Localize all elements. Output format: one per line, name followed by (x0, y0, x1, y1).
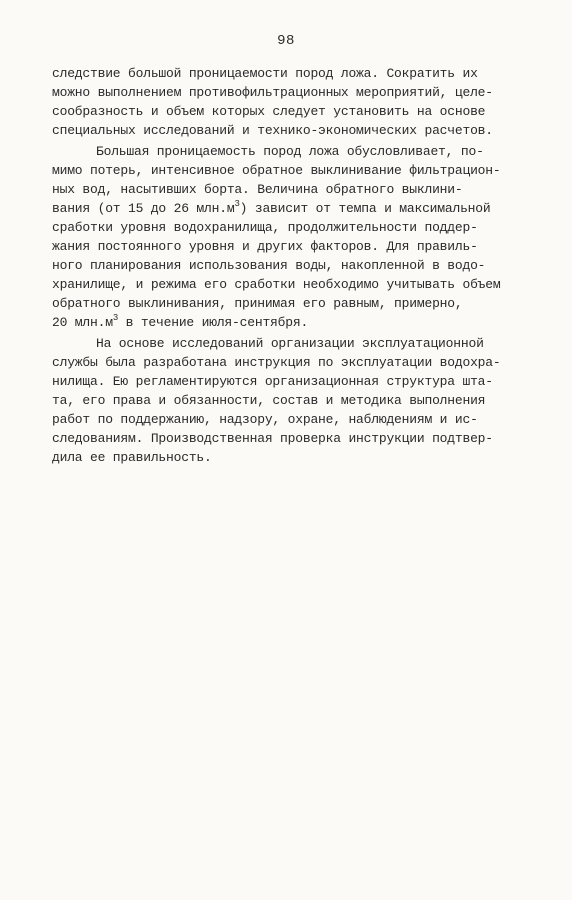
text-line: На основе исследований организации эксплуатационной (96, 336, 484, 351)
text-line: специальных исследований и технико-экономических расчетов. (52, 123, 493, 138)
text-line: хранилище, и режима его сработки необходимо учитывать объем (52, 277, 501, 292)
text-line: ного планирования использования воды, накопленной в водо- (52, 258, 486, 273)
text-line: мимо потерь, интенсивное обратное выклинивание фильтрацион- (52, 163, 501, 178)
paragraph-3 (52, 334, 522, 467)
page-number: 98 (277, 33, 295, 49)
text-line (52, 313, 522, 332)
text-segment: ) зависит от темпа и максимальной (239, 201, 491, 216)
text-line: следованиям. Производственная проверка инструкции подтвер- (52, 431, 493, 446)
text-line: работ по поддержанию, надзору, охране, наблюдениям и ис- (52, 412, 478, 427)
text-segment: в течение июля-сентября. (118, 315, 309, 330)
text-line: сработки уровня водохранилища, продолжительности поддер- (52, 220, 478, 235)
text-line: следствие большой проницаемости пород ложа. Сократить их (52, 66, 478, 81)
text-line: та, его права и обязанности, состав и методика выполнения (52, 393, 486, 408)
superscript: 3 (234, 199, 240, 209)
superscript: 3 (112, 313, 119, 323)
text-line: Большая проницаемость пород ложа обусловливает, по- (96, 144, 484, 159)
text-segment: вания (от 15 до 26 млн.м (52, 201, 235, 216)
text-line: нилища. Ею регламентируются организационная структура шта- (52, 374, 493, 389)
text-line: жания постоянного уровня и других факторов. Для правиль- (52, 239, 478, 254)
text-line: дила ее правильность. (52, 450, 212, 465)
paragraph-1 (52, 64, 522, 140)
text-line: службы была разработана инструкция по эксплуатации водохра- (52, 355, 501, 370)
text-line: ных вод, насытивших борта. Величина обратного выклини- (52, 182, 463, 197)
text-line: сообразность и объем которых следует установить на основе (52, 104, 486, 119)
paragraph-2 (52, 142, 522, 332)
text-segment: 20 млн.м (52, 315, 113, 330)
text-line (52, 199, 522, 218)
text-line: обратного выклинивания, принимая его равным, примерно, (52, 296, 463, 311)
text-line: можно выполнением противофильтрационных мероприятий, целе- (52, 85, 493, 100)
